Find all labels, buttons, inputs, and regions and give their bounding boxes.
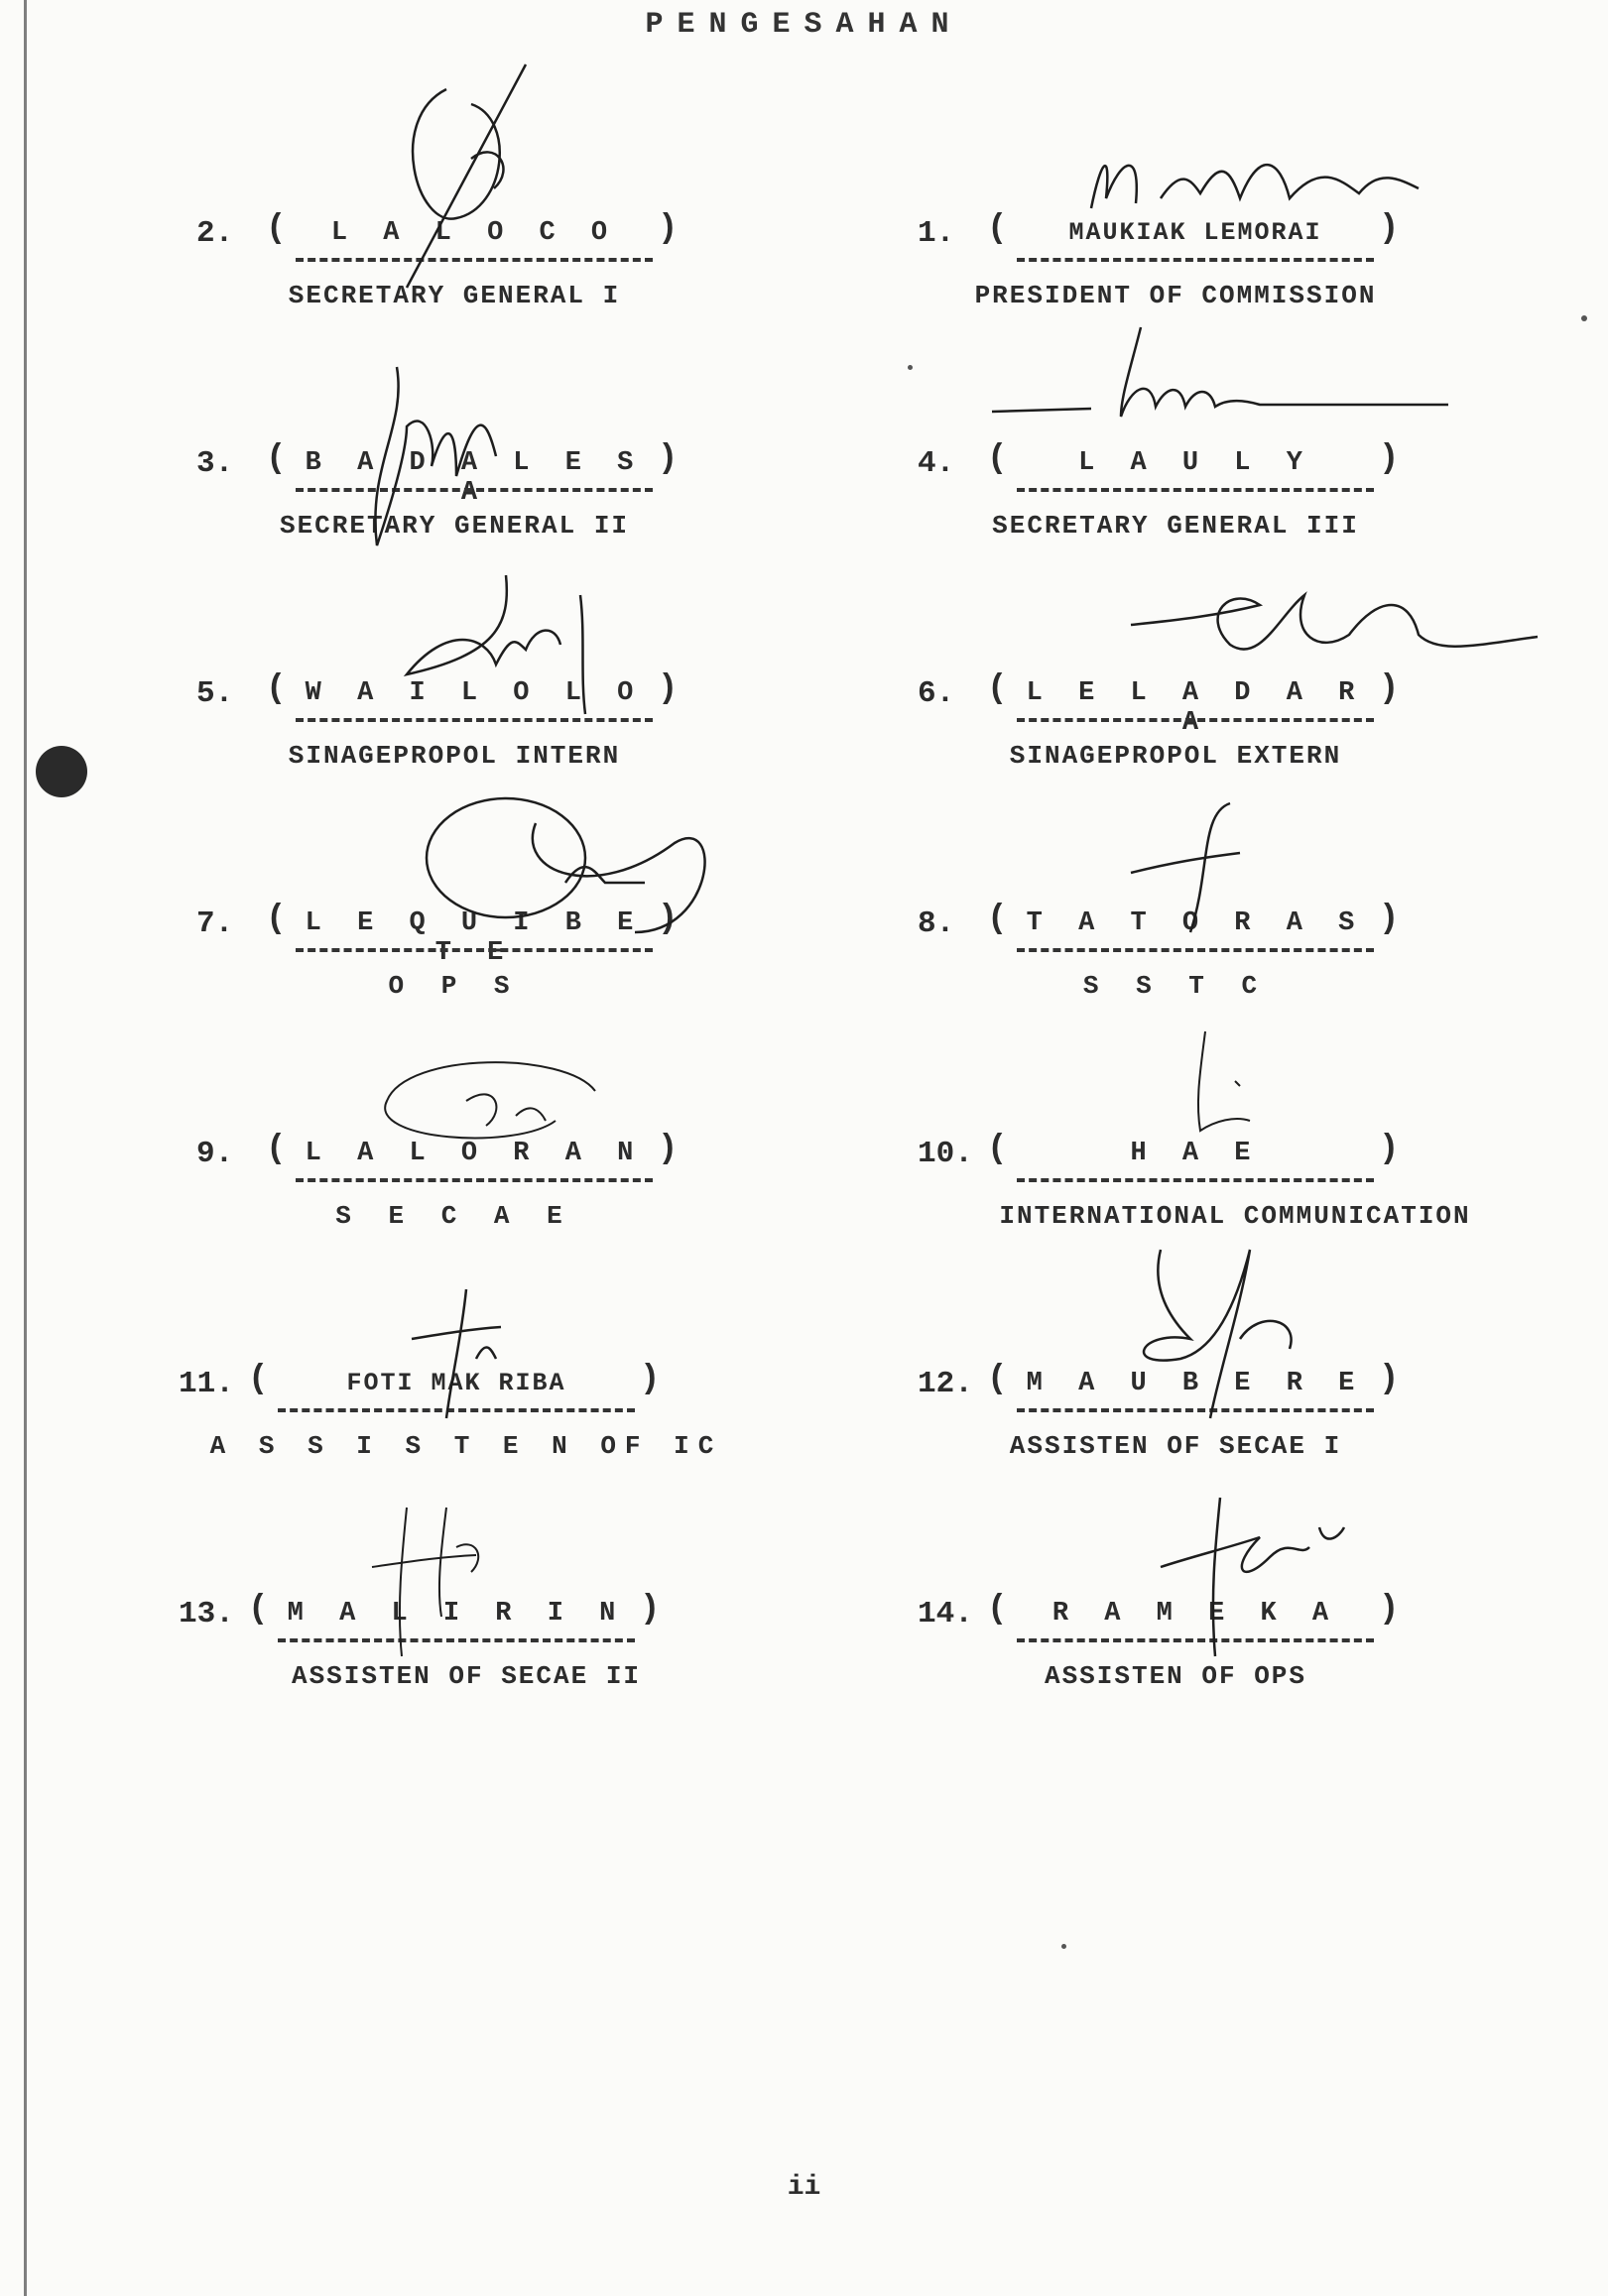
signatory-name: L A U L Y [1078, 448, 1312, 478]
signature-line [296, 1178, 653, 1182]
signature-entry-2 [196, 206, 752, 325]
signatory-role: SINAGEPROPOL INTERN [288, 741, 621, 771]
signature-entry-9 [196, 1127, 752, 1246]
speck [908, 365, 913, 370]
signature-entry-10 [918, 1127, 1473, 1246]
entry-number: 7. [196, 906, 234, 941]
open-paren: ( [266, 901, 287, 938]
signature-entry-3 [196, 436, 752, 555]
entry-number: 13. [179, 1597, 234, 1631]
signatory-name: L A L O R A N [305, 1139, 644, 1168]
open-paren: ( [987, 901, 1008, 938]
signature-line [296, 488, 653, 492]
handwritten-signature [982, 317, 1478, 436]
open-paren: ( [248, 1591, 269, 1629]
entry-number: 6. [918, 676, 955, 711]
signatory-role: S S T C [1082, 971, 1269, 1001]
open-paren: ( [266, 210, 287, 248]
close-paren: ) [658, 210, 679, 248]
close-paren: ) [640, 1591, 661, 1629]
signatory-role: SECRETARY GENERAL I [288, 281, 621, 310]
signature-line [278, 1638, 635, 1642]
signature-entry-8 [918, 897, 1473, 1016]
signatory-name: W A I L O L O [305, 678, 644, 708]
close-paren: ) [1379, 901, 1400, 938]
open-paren: ( [987, 670, 1008, 708]
signatory-role: S E C A E [335, 1201, 573, 1231]
signatory-role: ASSISTEN OF OPS [1044, 1661, 1307, 1691]
close-paren: ) [1379, 210, 1400, 248]
close-paren: ) [640, 1361, 661, 1398]
entry-number: 3. [196, 446, 234, 481]
signature-line [278, 1408, 635, 1412]
punch-hole [36, 746, 87, 797]
signature-line [296, 718, 653, 722]
speck [1061, 1944, 1066, 1949]
entry-number: 1. [918, 216, 955, 251]
signatory-role: ASSISTEN OF SECAE II [291, 1661, 642, 1691]
signatory-name: M A L I R I N [287, 1599, 626, 1629]
close-paren: ) [1379, 1131, 1400, 1168]
open-paren: ( [248, 1361, 269, 1398]
signatory-name: T A T O R A S [1026, 908, 1365, 938]
signatory-name: R A M E K A [1051, 1599, 1339, 1629]
signature-line [1017, 258, 1374, 262]
signature-entry-13 [179, 1587, 734, 1706]
open-paren: ( [266, 670, 287, 708]
entry-number: 9. [196, 1137, 234, 1171]
signatory-role: SECRETARY GENERAL III [992, 511, 1359, 541]
signatory-role: SECRETARY GENERAL II [279, 511, 630, 541]
signature-entry-6 [918, 666, 1473, 785]
page-edge-line [24, 0, 27, 2296]
signatory-role: SINAGEPROPOL EXTERN [1009, 741, 1342, 771]
signatory-name: L E Q U I B E T E [305, 908, 644, 968]
open-paren: ( [987, 210, 1008, 248]
signatory-name: L E L A D A R A [1026, 678, 1365, 738]
close-paren: ) [1379, 1361, 1400, 1398]
close-paren: ) [658, 440, 679, 478]
entry-number: 14. [918, 1597, 973, 1631]
signature-line [1017, 1408, 1374, 1412]
signatory-role: A S S I S T E N OF IC [209, 1431, 723, 1461]
open-paren: ( [266, 1131, 287, 1168]
close-paren: ) [658, 1131, 679, 1168]
signature-entry-11 [179, 1357, 734, 1476]
signature-entry-12 [918, 1357, 1473, 1476]
signature-entry-7 [196, 897, 752, 1016]
open-paren: ( [266, 440, 287, 478]
signature-line [1017, 718, 1374, 722]
close-paren: ) [1379, 670, 1400, 708]
signatory-name: MAUKIAK LEMORAI [1068, 218, 1322, 247]
signatory-role: ASSISTEN OF SECAE I [1009, 1431, 1342, 1461]
signatory-role: INTERNATIONAL COMMUNICATION [999, 1201, 1471, 1231]
entry-number: 8. [918, 906, 955, 941]
signature-entry-1 [918, 206, 1473, 325]
signature-line [1017, 1638, 1374, 1642]
close-paren: ) [1379, 1591, 1400, 1629]
open-paren: ( [987, 440, 1008, 478]
open-paren: ( [987, 1361, 1008, 1398]
document-title: PENGESAHAN [645, 8, 963, 42]
entry-number: 5. [196, 676, 234, 711]
signatory-name: H A E [1130, 1139, 1261, 1168]
signature-entry-4 [918, 436, 1473, 555]
close-paren: ) [658, 901, 679, 938]
signatory-name: L A L O C O [330, 218, 618, 248]
open-paren: ( [987, 1131, 1008, 1168]
signature-line [296, 258, 653, 262]
signatory-role: PRESIDENT OF COMMISSION [974, 281, 1377, 310]
close-paren: ) [658, 670, 679, 708]
signatory-name: M A U B E R E [1026, 1369, 1365, 1398]
close-paren: ) [1379, 440, 1400, 478]
signatory-name: FOTI MAK RIBA [346, 1369, 566, 1397]
signatory-name: B A D A L E S A [305, 448, 644, 508]
signature-line [1017, 1178, 1374, 1182]
signature-line [296, 948, 653, 952]
signature-entry-14 [918, 1587, 1473, 1706]
entry-number: 2. [196, 216, 234, 251]
page-number: ii [787, 2172, 821, 2203]
entry-number: 10. [918, 1137, 973, 1171]
signature-line [1017, 948, 1374, 952]
open-paren: ( [987, 1591, 1008, 1629]
signature-line [1017, 488, 1374, 492]
entry-number: 12. [918, 1367, 973, 1401]
entry-number: 4. [918, 446, 955, 481]
speck [1581, 315, 1587, 321]
signatory-role: O P S [388, 971, 521, 1001]
entry-number: 11. [179, 1367, 234, 1401]
signature-entry-5 [196, 666, 752, 785]
